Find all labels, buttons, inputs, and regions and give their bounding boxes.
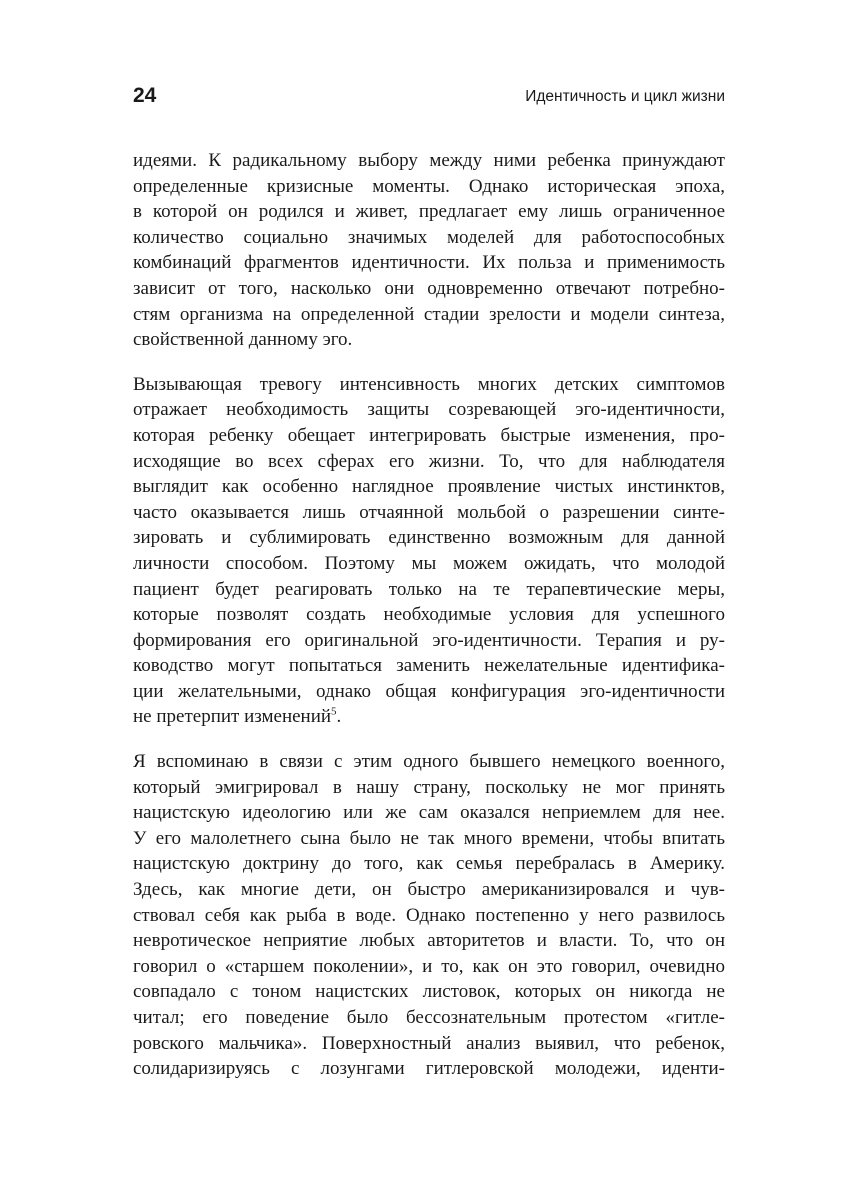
page-number: 24 [133,84,157,107]
body-text [133,148,725,1101]
text-line: нацистскую идеологию или же сам оказался неприемлем для нее. [133,802,725,824]
text-line: говорил о «старшем поколении», и то, как он это говорил, очевидно [133,955,725,977]
text-line: формирования его оригинальной эго-идентичности. Терапия и ру- [133,629,725,651]
text-line: отражает необходимость защиты созревающей эго-идентичности, [133,399,725,421]
footnote-reference[interactable]: 5 [331,706,337,719]
text-line: ствовал себя как рыба в воде. Однако постепенно у него развилось [133,904,725,926]
text-line: У его малолетнего сына было не так много времени, чтобы впитать [133,827,725,849]
text-line: ровского мальчика». Поверхностный анализ выявил, что ребенок, [133,1032,725,1054]
text-line: Вызывающая тревогу интенсивность многих детских симптомов [133,373,725,395]
text-line: стям организма на определенной стадии зрелости и модели синтеза, [133,303,725,325]
paragraph-1 [133,148,725,353]
text-line: невротическое неприятие любых авторитетов и власти. То, что он [133,930,725,952]
text-line: выглядит как особенно наглядное проявление чистых инстинктов, [133,476,725,498]
text-line: свойственной данному эго. [133,329,353,351]
paragraph-2 [133,372,725,730]
text-line: нацистскую доктрину до того, как семья перебралась в Америку. [133,853,725,875]
text-line: зависит от того, насколько они одновременно отвечают потребно- [133,277,725,299]
text-line: который эмигрировал в нашу страну, поскольку не мог принять [133,776,725,798]
text-line: пациент будет реагировать только на те терапевтические меры, [133,578,725,600]
text-line: комбинаций фрагментов идентичности. Их польза и применимость [133,252,725,274]
text-line: исходящие во всех сферах его жизни. То, что для наблюдателя [133,450,725,472]
text-line: читал; его поведение было бессознательным протестом «гитле- [133,1007,725,1028]
text-fragment: . [336,706,342,728]
text-line: личности способом. Поэтому мы можем ожидать, что молодой [133,552,725,574]
text-line: Здесь, как многие дети, он быстро американизировался и чув- [133,879,725,901]
text-line [133,704,725,730]
text-fragment: не претерпит изменений [133,706,332,728]
text-line: определенные кризисные моменты. Однако историческая эпоха, [133,175,725,197]
paragraph-3 [133,749,725,1082]
text-line: количество социально значимых моделей для работоспособных [133,226,725,248]
text-line: Я вспоминаю в связи с этим одного бывшего немецкого военного, [133,751,725,773]
text-line: совпадало с тоном нацистских листовок, которых он никогда не [133,981,725,1003]
text-line: часто оказывается лишь отчаянной мольбой о разрешении синте- [133,501,725,523]
text-line: зировать и сублимировать единственно возможным для данной [133,527,725,549]
text-line: которая ребенку обещает интегрировать быстрые изменения, про- [133,424,725,446]
text-line: ководство могут попытаться заменить нежелательные идентифика- [133,655,725,677]
text-line: которые позволят создать необходимые условия для успешного [133,604,725,626]
text-line: ции желательными, однако общая конфигурация эго-идентичности [133,680,725,702]
text-line: в которой он родился и живет, предлагает ему лишь ограниченное [133,201,725,223]
text-line: солидаризируясь с лозунгами гитлеровской молодежи, иденти- [133,1058,725,1080]
running-head: Идентичность и цикл жизни [525,88,725,105]
text-line: идеями. К радикальному выбору между ними ребенка принуждают [133,150,725,171]
